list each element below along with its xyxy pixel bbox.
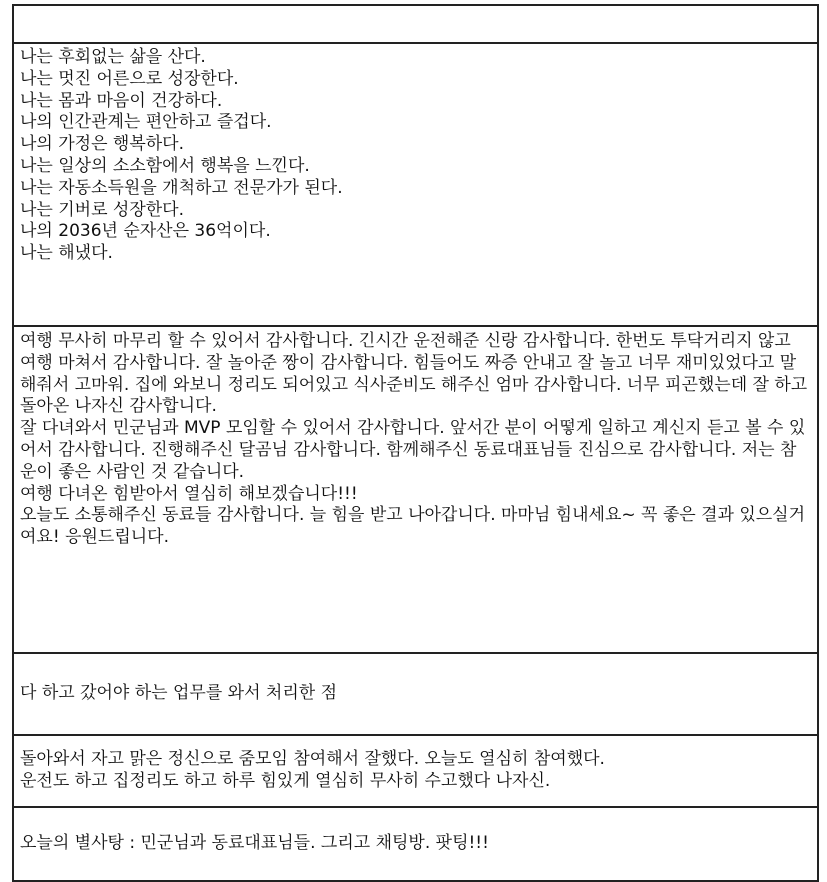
gratitude-paragraph: 잘 다녀와서 민군님과 MVP 모임할 수 있어서 감사합니다. 앞서간 분이 어떻게 일하고 계신지 듣고 볼 수 있어서 감사합니다. 진행해주신 달곰님 감사합니다. 함께해주신 동료대표님들 진심으로 감사합니다. 저는 참 운이 좋은 사람인 것 같습니다. bbox=[20, 418, 806, 482]
journal-table bbox=[12, 4, 819, 882]
affirmations-cell bbox=[12, 42, 819, 325]
affirmation-line: 나의 가정은 행복하다. bbox=[20, 134, 185, 155]
star-note-cell bbox=[12, 806, 819, 882]
affirmation-line: 나는 기버로 성장한다. bbox=[20, 199, 185, 220]
star-note-text: 오늘의 별사탕 : 민군님과 동료대표님들. 그리고 채팅방. 팟팅!!! bbox=[20, 833, 489, 854]
gratitude-paragraph: 여행 다녀온 힘받아서 열심히 해보겠습니다!!! bbox=[20, 483, 358, 504]
reflection-line: 운전도 하고 집정리도 하고 하루 힘있게 열심히 무사히 수고했다 나자신. bbox=[20, 771, 551, 791]
affirmation-line: 나는 몸과 마음이 건강하다. bbox=[20, 90, 223, 111]
affirmation-line: 나는 해냈다. bbox=[20, 243, 113, 264]
gratitude-paragraph: 여행 무사히 마무리 할 수 있어서 감사합니다. 긴시간 운전해준 신랑 감사합니다. 한번도 투닥거리지 않고 여행 마쳐서 감사합니다. 잘 놀아준 짱이 감사합니다. 힘들어도 짜증 안내고 잘 놀고 너무 재미있었다고 말해줘서 고마워. 집에 와보니 정리도 되어있고 식사준비도 해주신 엄마 감사합니다. 너무 피곤했는데 잘 하고 돌아온 나자신 감사합니다. bbox=[20, 331, 808, 417]
affirmation-line: 나는 일상의 소소함에서 행복을 느낀다. bbox=[20, 155, 310, 176]
reflection-cell bbox=[12, 734, 819, 806]
gratitude-cell bbox=[12, 325, 819, 652]
affirmation-line: 나는 후회없는 삶을 산다. bbox=[20, 47, 206, 67]
affirmation-line: 나는 자동소득원을 개척하고 전문가가 된다. bbox=[20, 177, 343, 198]
header-cell bbox=[12, 4, 819, 42]
work-note-cell bbox=[12, 652, 819, 734]
work-note-text: 다 하고 갔어야 하는 업무를 와서 처리한 점 bbox=[20, 683, 338, 704]
gratitude-paragraph: 오늘도 소통해주신 동료들 감사합니다. 늘 힘을 받고 나아갑니다. 마마님 힘내세요~ 꼭 좋은 결과 있으실거여요! 응원드립니다. bbox=[20, 505, 806, 548]
affirmation-line: 나의 인간관계는 편안하고 즐겁다. bbox=[20, 112, 272, 133]
affirmation-line: 나는 멋진 어른으로 성장한다. bbox=[20, 68, 239, 89]
affirmation-line: 나의 2036년 순자산은 36억이다. bbox=[20, 221, 271, 242]
reflection-line: 돌아와서 자고 맑은 정신으로 줌모임 참여해서 잘했다. 오늘도 열심히 참여했다. bbox=[20, 749, 605, 770]
